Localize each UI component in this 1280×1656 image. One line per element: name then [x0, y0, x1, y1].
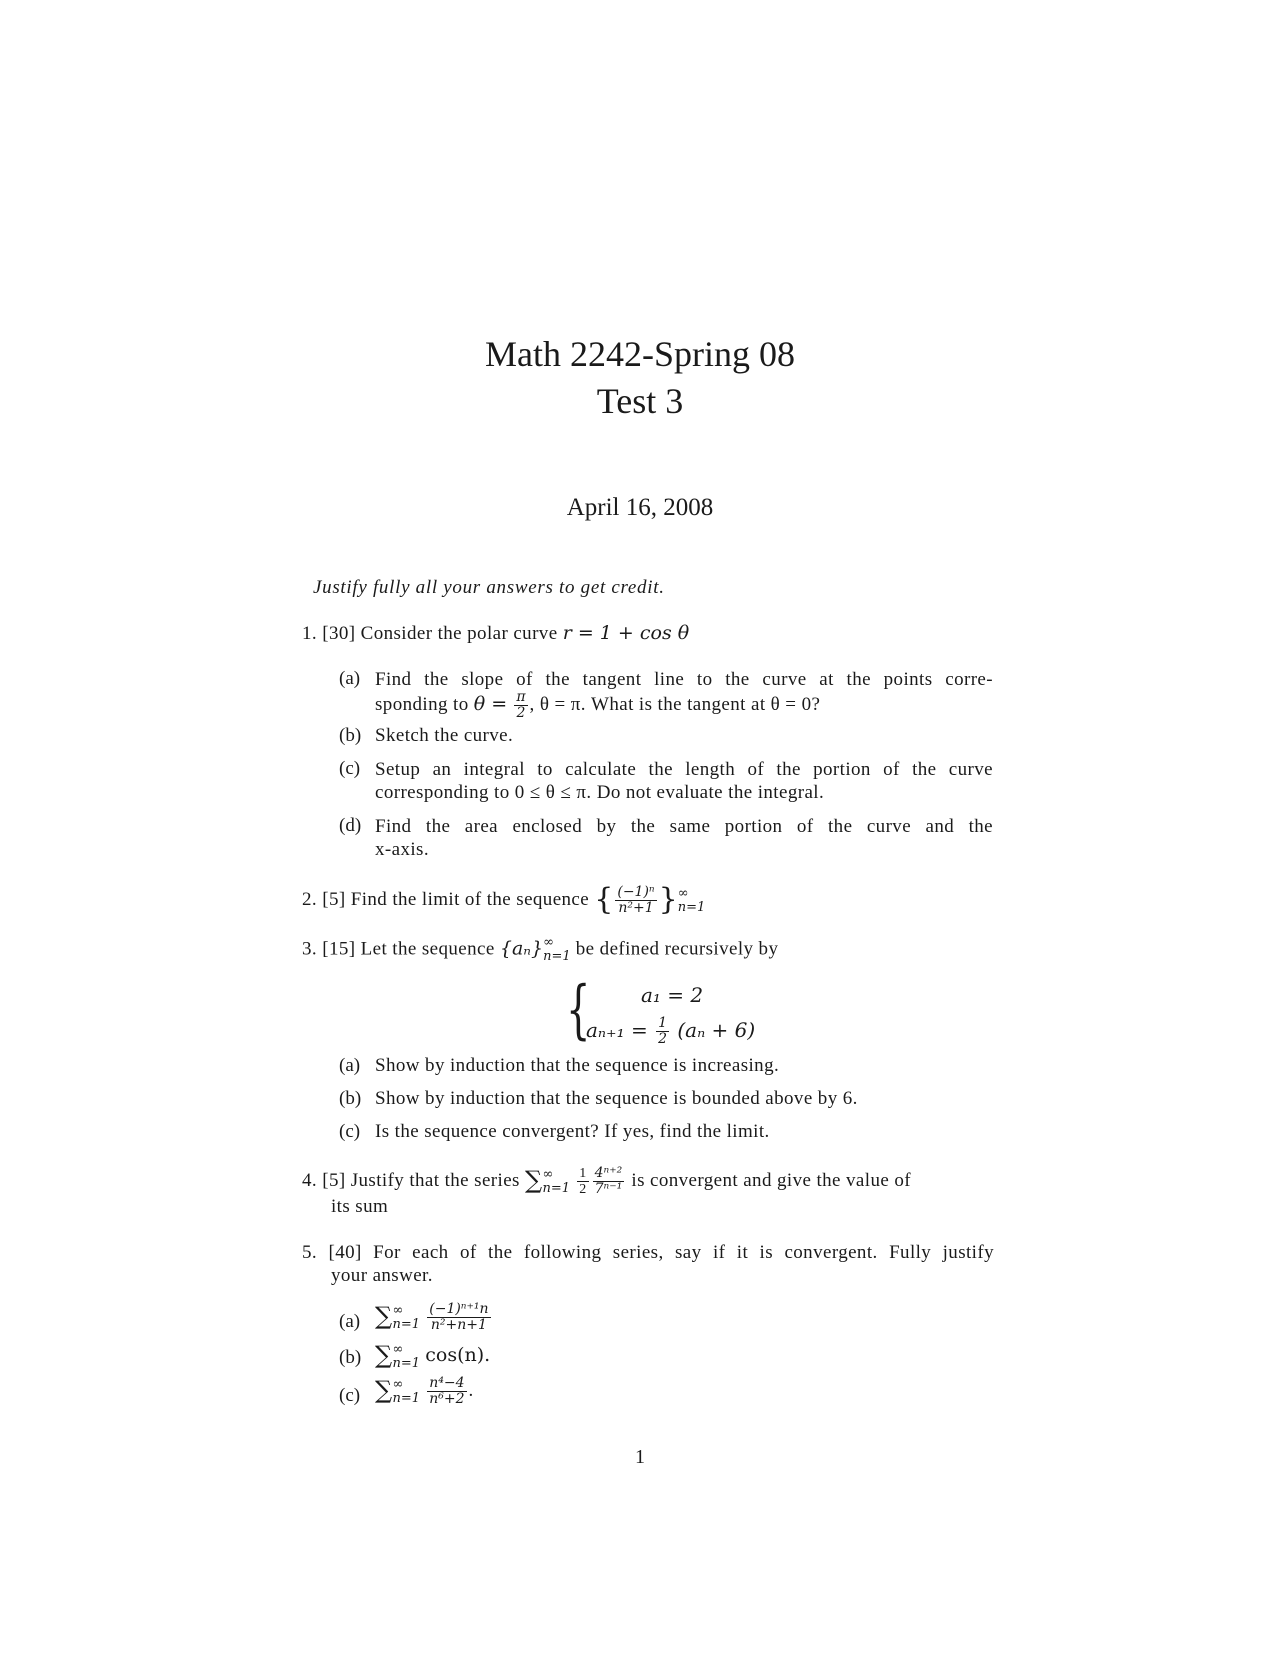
q4-number: 4. [302, 1170, 318, 1191]
q1a-pi-over-2 [514, 690, 527, 721]
q4-line2: its sum [331, 1196, 389, 1217]
q5a-limits [393, 1304, 421, 1332]
q5c-num: n⁴−4 [429, 1375, 465, 1392]
q5c-sup: ∞ [392, 1376, 404, 1392]
question-4 [302, 1166, 994, 1197]
q1a-pi: π [516, 689, 526, 705]
question-3 [302, 936, 778, 964]
q5b-label: (b) [339, 1347, 362, 1368]
q1a-rest: , θ = π. What is the tangent at θ = 0? [529, 693, 821, 715]
q5a-sum-symbol: ∑ [375, 1302, 393, 1330]
q5c-den: n⁶+2 [429, 1391, 465, 1408]
q2-sub: n=1 [677, 899, 706, 915]
q3-sup: ∞ [543, 935, 554, 950]
q3c-text: Is the sequence convergent? If yes, find the limit. [375, 1121, 770, 1142]
q3b-label: (b) [339, 1088, 362, 1109]
q3-seq: {aₙ} [499, 937, 544, 960]
q4-points: [5] [322, 1170, 346, 1191]
q2-limits [678, 887, 706, 915]
q4-half-den: 2 [579, 1182, 587, 1198]
q1c-line1: Setup an integral to calculate the length of the portion of the curve [375, 759, 993, 780]
q5c-series [375, 1376, 474, 1407]
q4-sum-symbol: ∑ [524, 1166, 543, 1194]
q1-points: [30] [322, 623, 356, 644]
eq2-rhs: (aₙ + 6) [677, 1018, 756, 1042]
q5a-sub: n=1 [392, 1316, 421, 1332]
q3-sub: n=1 [543, 949, 571, 964]
q1d-line1: Find the area enclosed by the same portion of the curve and the [375, 816, 993, 837]
q1b-label: (b) [339, 725, 362, 746]
q3b-text: Show by induction that the sequence is bounded above by 6. [375, 1088, 858, 1109]
q5a-den: n²+n+1 [430, 1317, 487, 1334]
q3-points: [15] [322, 938, 356, 960]
question-5 [302, 1240, 994, 1265]
q1b-text: Sketch the curve. [375, 725, 514, 746]
q4-frac-num: 4ⁿ⁺² [594, 1165, 623, 1182]
q3-limits [543, 936, 571, 964]
q4-text-post: is convergent and give the value of [631, 1170, 911, 1191]
q5c-limits [393, 1378, 421, 1406]
q4-sup: ∞ [542, 1166, 554, 1182]
test-date: April 16, 2008 [566, 494, 714, 521]
q2-brace-open: { [594, 882, 614, 917]
q5b-sup: ∞ [392, 1341, 404, 1357]
q5b-sub: n=1 [392, 1355, 421, 1371]
q2-text: Find the limit of the sequence [350, 889, 590, 910]
q4-limits [543, 1168, 571, 1196]
q4-sub: n=1 [542, 1180, 571, 1196]
q3-number: 3. [302, 938, 318, 960]
recurrence-system [566, 973, 766, 1049]
q4-half-num: 1 [579, 1166, 587, 1182]
q1a-line1: Find the slope of the tangent line to the curve at the points corre- [375, 669, 993, 690]
q3a-label: (a) [339, 1055, 361, 1076]
eq2-num: 1 [658, 1015, 667, 1031]
q1-number: 1. [302, 623, 318, 644]
system-brace: { [566, 973, 591, 1047]
question-1 [302, 622, 689, 645]
q1d-label: (d) [339, 815, 362, 836]
q5b-term: cos(n). [425, 1344, 491, 1366]
q2-points: [5] [322, 889, 346, 910]
q5a-num: (−1)ⁿ⁺¹n [429, 1301, 489, 1318]
q5c-label: (c) [339, 1385, 361, 1406]
q4-half [577, 1166, 588, 1197]
q5a-label: (a) [339, 1311, 361, 1332]
q1a-theta: θ = [473, 692, 508, 715]
q5c-sub: n=1 [392, 1390, 421, 1406]
q5b-series [375, 1341, 490, 1371]
question-2 [302, 882, 705, 917]
q5a-series [375, 1302, 493, 1333]
q5c-period: . [468, 1380, 474, 1401]
q2-number: 2. [302, 889, 318, 910]
q2-numerator: (−1)ⁿ [617, 884, 655, 901]
q2-denominator: n²+1 [618, 900, 654, 917]
q3-text-post: be defined recursively by [575, 938, 779, 960]
q4-fraction [593, 1166, 625, 1197]
q1-formula: r = 1 + cos θ [562, 622, 690, 644]
q5-number: 5. [302, 1242, 318, 1263]
q2-fraction [615, 885, 656, 916]
q2-brace-close: } [658, 882, 678, 917]
q5b-sum-symbol: ∑ [375, 1341, 393, 1369]
q3c-label: (c) [339, 1121, 361, 1142]
q4-text-pre: Justify that the series [350, 1170, 520, 1191]
q3-text-pre: Let the sequence [360, 938, 495, 960]
q2-sup: ∞ [677, 885, 689, 901]
q4-frac-den: 7ⁿ⁻¹ [594, 1181, 623, 1198]
q1a-text: sponding to [375, 693, 469, 715]
q5a-fraction [427, 1302, 490, 1333]
recurrence-eq1: a₁ = 2 [641, 983, 704, 1007]
q5c-fraction [427, 1376, 466, 1407]
eq2-lhs: aₙ₊₁ = [586, 1018, 648, 1042]
q1a-two: 2 [516, 705, 526, 721]
q5a-sup: ∞ [392, 1302, 404, 1318]
q5c-sum-symbol: ∑ [375, 1376, 393, 1404]
eq2-half [656, 1016, 669, 1047]
q5b-limits [393, 1343, 421, 1371]
q1-text: Consider the polar curve [360, 623, 558, 644]
course-title: Math 2242-Spring 08 [485, 334, 795, 374]
q5-line1: For each of the following series, say if it is convergent. Fully justify [373, 1242, 994, 1263]
q3a-text: Show by induction that the sequence is increasing. [375, 1055, 780, 1076]
q1c-line2: corresponding to 0 ≤ θ ≤ π. Do not evaluate the integral. [375, 782, 825, 803]
q1a-line2 [375, 690, 820, 721]
q5-points: [40] [328, 1242, 362, 1263]
eq2-den: 2 [658, 1031, 667, 1047]
recurrence-eq2 [586, 1016, 755, 1047]
q1d-line2: x-axis. [375, 839, 429, 860]
test-title: Test 3 [596, 381, 684, 421]
page-number: 1 [635, 1446, 645, 1468]
q5-line2: your answer. [331, 1265, 433, 1286]
instruction: Justify fully all your answers to get credit. [313, 577, 665, 598]
q1c-label: (c) [339, 758, 361, 779]
q1a-label: (a) [339, 668, 361, 689]
